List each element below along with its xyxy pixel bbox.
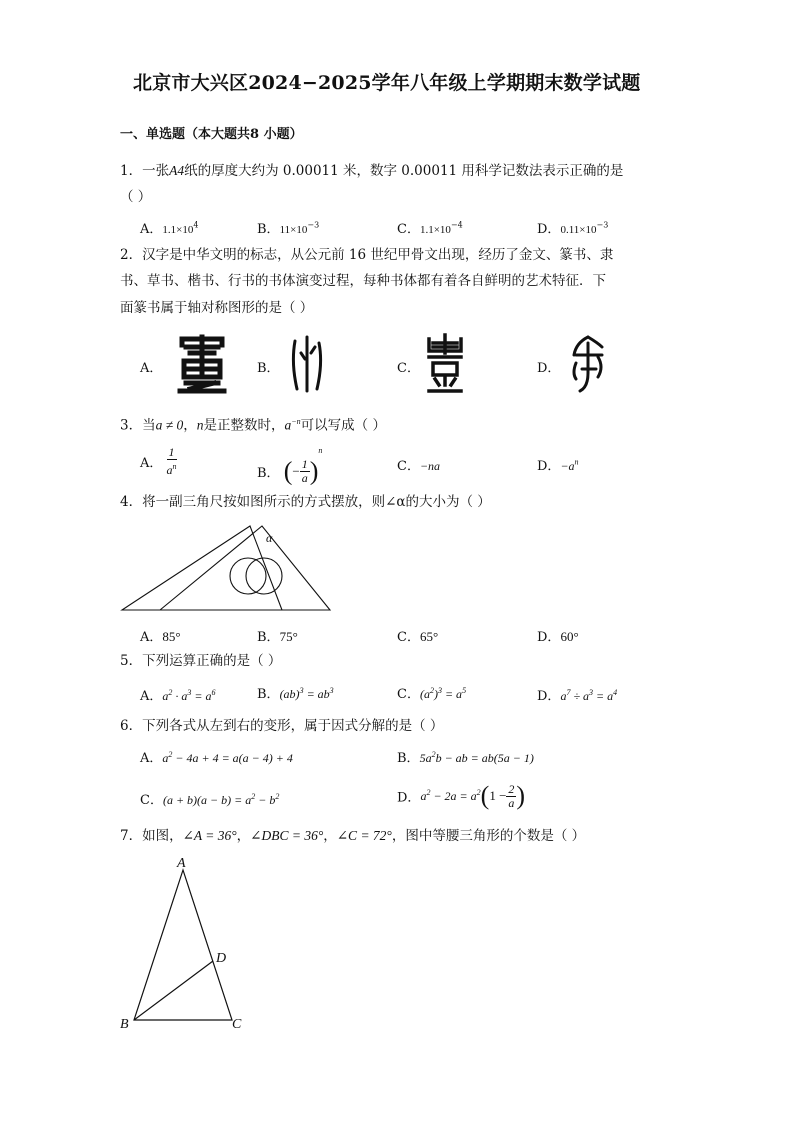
q5-option-b[interactable] [257, 683, 334, 702]
q3-option-d[interactable] [537, 455, 579, 474]
option-letter: B． [397, 751, 420, 766]
section-heading: 一、单选题（本大题共8 小题） [120, 127, 303, 142]
q4-option-d[interactable] [537, 626, 579, 645]
question-3 [120, 412, 386, 436]
q4-option-b[interactable] [257, 626, 298, 645]
q3-b-fraction [300, 458, 310, 485]
fraction-denominator: a [508, 795, 515, 810]
option-value: 0.11×10 [560, 224, 597, 236]
option-value: −a [560, 459, 575, 473]
fraction-numerator: 2 [508, 781, 515, 796]
option-letter: C． [140, 793, 163, 808]
alpha-label: α [266, 531, 273, 545]
triangle-rulers-figure [118, 520, 336, 616]
option-value: 65° [419, 629, 439, 644]
q2-line1: 2．汉字是中华文明的标志，从公元前 16 世纪甲骨文出现，经历了金文、篆书、隶 [120, 247, 614, 263]
option-letter: C． [397, 630, 420, 645]
question-1 [120, 161, 623, 181]
q6-option-d[interactable] [397, 781, 525, 811]
q1-text-a: 1．一张 [120, 163, 170, 179]
q3-text-b: ， [183, 417, 197, 434]
paren-left: ( [283, 456, 293, 486]
q4-text: 4．将一副三角尺按如图所示的方式摆放，则∠α的大小为（ ） [120, 494, 491, 510]
option-letter: B． [257, 222, 280, 237]
paren-left: ( [480, 781, 490, 810]
seal-glyph-a-image [176, 333, 228, 395]
q3-exp: −n [291, 417, 301, 426]
q3-n: n [196, 417, 204, 433]
q1-option-b[interactable] [257, 218, 319, 237]
q1-option-a[interactable] [140, 218, 198, 237]
q6-d-fraction [506, 783, 516, 810]
vertex-d-label: D [216, 951, 227, 966]
option-value-lhs: $a^2 - 2a = a^2$ [420, 788, 481, 803]
option-letter: D． [537, 459, 561, 474]
paren-right: ) [516, 781, 526, 810]
fraction-denominator: a [166, 463, 173, 477]
option-exp: −3 [307, 220, 320, 230]
seal-glyph-b-image [287, 333, 327, 395]
q7-angle-dbc: ∠DBC = 36° [250, 828, 324, 843]
q4-option-c[interactable] [397, 626, 438, 645]
q2-option-b-letter[interactable]: B． [257, 361, 280, 376]
q3-text-d: 可以写成（ ） [300, 417, 386, 434]
option-letter: C． [397, 687, 420, 702]
option-letter: D． [537, 689, 561, 704]
option-value: 11×10 [279, 224, 308, 236]
q7-text-a: 7．如图， [120, 828, 183, 844]
q1-text-b: 纸的厚度大约为 0.00011 米，数字 0.00011 用科学记数法表示正确的是 [184, 163, 624, 179]
q2-option-d-letter[interactable]: D． [537, 361, 561, 376]
q6-option-b[interactable] [397, 747, 534, 766]
q2-option-c-letter[interactable]: C． [397, 361, 420, 376]
q3-condition: a ≠ 0 [155, 417, 184, 433]
q2-line3: 面篆书属于轴对称图形的是（ ） [120, 300, 314, 316]
option-value: $5a^2b$ − ab = ab(5a − 1) [419, 750, 534, 765]
option-value: 60° [560, 629, 579, 644]
option-letter: A． [140, 689, 163, 704]
option-value: 1.1×10 [162, 224, 194, 236]
fraction-numerator: 1 [168, 445, 175, 459]
q4-option-a[interactable] [140, 626, 181, 645]
q3-expr: a [284, 417, 292, 433]
fraction-exp: n [172, 462, 177, 471]
option-letter: C． [397, 222, 420, 237]
q6-text: 6．下列各式从左到右的变形，属于因式分解的是（ ） [120, 718, 444, 734]
q3-text-a: 3．当 [120, 417, 156, 434]
option-letter: A． [140, 751, 163, 766]
option-value: $(a^2)^3 = a^5$ [419, 686, 467, 701]
option-exp: −4 [450, 220, 463, 230]
page-title: 北京市大兴区2024−2025学年八年级上学期期末数学试题 [133, 72, 641, 94]
option-value: $a^7 \div a^3 = a^4$ [560, 688, 618, 703]
option-letter: B． [257, 687, 280, 702]
option-exp: −3 [596, 220, 609, 230]
option-one: 1 − [489, 788, 507, 803]
q5-option-c[interactable] [397, 683, 466, 702]
q7-text-b: ，图中等腰三角形的个数是（ ） [391, 828, 586, 844]
option-value: 75° [279, 629, 298, 644]
q1-a4: A4 [169, 163, 185, 178]
q5-option-a[interactable] [140, 685, 216, 704]
option-value: $(ab)^3 = ab^3$ [279, 686, 334, 701]
option-exp: n [318, 446, 323, 455]
q7-angle-c: ∠C = 72° [336, 828, 392, 843]
fraction-denominator: a [301, 471, 308, 485]
q3-option-c[interactable] [397, 455, 440, 474]
vertex-b-label: B [120, 1017, 129, 1032]
fraction-numerator: 1 [301, 457, 308, 471]
q3-option-a[interactable] [140, 446, 177, 477]
q3-option-b[interactable] [257, 446, 322, 487]
q6-option-a[interactable] [140, 747, 293, 766]
vertex-a-label: A [177, 856, 186, 871]
option-letter: D． [397, 790, 421, 806]
seal-glyph-c-image [425, 333, 465, 395]
q3-a-fraction [167, 446, 177, 477]
option-letter: B． [257, 466, 280, 481]
option-exp: n [574, 457, 579, 467]
seal-glyph-d-image [568, 333, 608, 395]
q6-option-c[interactable] [140, 789, 279, 808]
q2-line2: 书、草书、楷书、行书的书体演变过程，每种书体都有着各自鲜明的艺术特征．下 [120, 273, 606, 289]
q1-option-c[interactable] [397, 218, 463, 237]
q5-option-d[interactable] [537, 685, 617, 704]
vertex-c-label: C [232, 1017, 242, 1032]
minus-sign: − [292, 463, 300, 479]
option-letter: A． [140, 222, 163, 237]
option-letter: A． [140, 630, 163, 645]
q3-text-c: 是正整数时， [203, 417, 285, 434]
q5-text: 5．下列运算正确的是（ ） [120, 653, 282, 669]
option-value: −na [419, 459, 441, 473]
option-letter: D． [537, 630, 561, 645]
q1-paren: （ ） [120, 189, 152, 205]
option-value: 1.1×10 [419, 224, 451, 236]
option-letter: C． [397, 459, 420, 474]
option-value: $(a + b)(a - b) = a^2 - b^2$ [162, 792, 280, 807]
option-letter: D． [537, 222, 561, 237]
q1-option-d[interactable] [537, 218, 608, 237]
option-value: $a^2 - 4a + 4 = a(a - 4) + 4$ [162, 750, 293, 765]
paren-right: ) [309, 456, 319, 486]
option-letter: B． [257, 630, 280, 645]
option-exp: 4 [193, 220, 199, 230]
option-letter: A． [140, 456, 163, 471]
option-value: $a^2 \cdot a^3 = a^6$ [162, 688, 216, 703]
q7-angle-a: ∠A = 36° [182, 828, 237, 843]
triangle-abc-figure [116, 852, 256, 1034]
q2-option-a-letter[interactable]: A． [140, 361, 163, 376]
option-value: 85° [162, 629, 181, 644]
question-7: 7．如图，∠A = 36°，∠DBC = 36°，∠C = 72°，图中等腰三角形的个数是（ ） [120, 828, 586, 844]
